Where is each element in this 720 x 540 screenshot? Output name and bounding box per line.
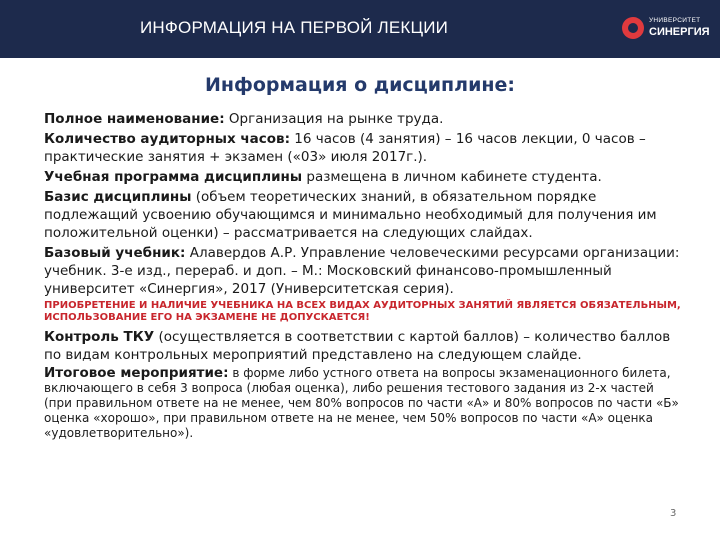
- program-item: [44, 168, 684, 186]
- item-label: Базис дисциплины: [44, 189, 192, 205]
- logo-caption: УНИВЕРСИТЕТ: [649, 17, 701, 24]
- header-title: ИНФОРМАЦИЯ НА ПЕРВОЙ ЛЕКЦИИ: [140, 18, 449, 37]
- hours-item: [44, 130, 684, 166]
- item-text: (осуществляется в соответствии с картой баллов) – количество баллов по видам контрольных мероприятий представлено на следующем слайде.: [44, 329, 671, 363]
- item-label: Итоговое мероприятие:: [44, 365, 229, 381]
- item-text: в форме либо устного ответа на вопросы экзаменационного билета, включающего в себя 3 вопроса (любая оценка), либо решения тестового задания из 2-х частей (при правильном ответе на не менее, чем 80% вопросов по части «А» и 80% вопросов по части «Б» оценка «хорошо», при правильном ответе на не менее, чем 50% вопросов по части «А» оценка «удовлетворительно»).: [44, 366, 679, 440]
- item-label: Учебная программа дисциплины: [44, 169, 303, 185]
- tku-item: [44, 328, 684, 364]
- page-number: 3: [670, 508, 677, 519]
- item-label: Базовый учебник:: [44, 245, 186, 261]
- discipline-info: [44, 110, 684, 443]
- full-name-item: [44, 110, 684, 128]
- textbook-item: [44, 244, 684, 298]
- item-label: Контроль ТКУ: [44, 329, 155, 345]
- page-heading: Информация о дисциплине:: [204, 74, 516, 96]
- item-label: Полное наименование:: [44, 111, 225, 127]
- logo-name: СИНЕРГИЯ: [649, 26, 710, 38]
- item-text: Организация на рынке труда.: [224, 111, 444, 127]
- synergy-logo-icon: [622, 17, 644, 39]
- textbook-warning: ПРИОБРЕТЕНИЕ И НАЛИЧИЕ УЧЕБНИКА НА ВСЕХ ВИДАХ АУДИТОРНЫХ ЗАНЯТИЙ ЯВЛЯЕТСЯ ОБЯЗАТЕЛЬНЫМ, ИСПОЛЬЗОВАНИЕ ЕГО НА ЭКЗАМЕНЕ НЕ ДОПУСКАЕТСЯ!: [44, 300, 681, 323]
- final-item: [44, 366, 684, 441]
- item-text: (объем теоретических знаний, в обязательном порядке подлежащий усвоению обучающимся и минимально необходимый для получения им положительной оценки) – рассматривается на следующих слайдах.: [44, 189, 657, 241]
- item-text: 16 часов (4 занятия) – 16 часов лекции, 0 часов – практические занятия + экзамен («03» июля 2017г.).: [44, 131, 646, 165]
- header-bar: [0, 0, 720, 58]
- synergy-logo: [622, 14, 712, 44]
- item-text: Алавердов А.Р. Управление человеческими ресурсами организации: учебник. 3-е изд., перераб. и доп. – М.: Московский финансово-промышленный университет «Синергия», 2017 (Университетская серия).: [44, 245, 680, 297]
- item-text: размещена в личном кабинете студента.: [302, 169, 602, 185]
- item-label: Количество аудиторных часов:: [44, 131, 290, 147]
- base-item: [44, 188, 684, 242]
